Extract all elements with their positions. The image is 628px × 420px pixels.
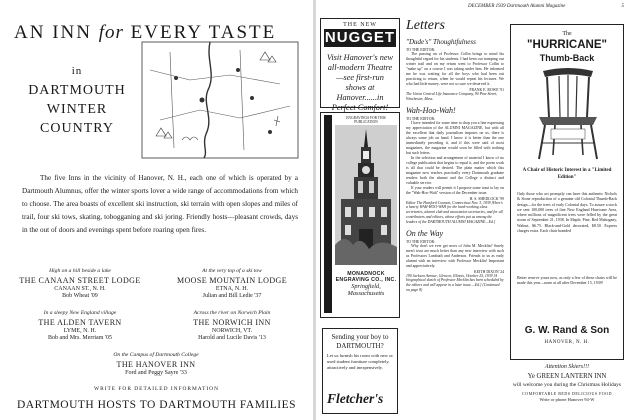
ad-footer-tagline: DARTMOUTH HOSTS TO DARTMOUTH FAMILIES: [16, 399, 297, 411]
inn-name: THE CANAAN STREET LODGE: [19, 275, 141, 285]
inn-location: LYME, N. H.: [63, 327, 97, 334]
baker-tower-illustration: [335, 125, 397, 265]
inn-location: NORWICH, VT.: [211, 327, 253, 334]
letter-address: Editor The Hartford Courant, Connecticut Nov. 3, 1939 [Here's a hearty WAH-HOO-WAH for the hard-working class secretaries, alumni club and association secretaries, and for all contributors and editors, whose efforts put us among the leaders of the DARTMOUTH ALUMNI MAGAZINE—Ed.]: [406, 200, 503, 224]
chair-ad-headline: A Chair of Historic Interest in a "Limited Edition": [522, 168, 612, 180]
letter-salutation: TO THE EDITOR:: [406, 48, 436, 52]
promo-in: in: [71, 65, 83, 77]
letter-signature: H. S. SHEDLOCK '99: [469, 196, 504, 201]
green-lantern-welcome: will welcome you during the Christmas Holidays: [512, 382, 622, 388]
inn-advertisement-page: [0, 0, 313, 420]
promo-block: [22, 62, 132, 138]
inn-entry: [162, 310, 302, 343]
inn-tagline: High on a hill beside a lake: [49, 268, 111, 274]
green-lantern-name: Ye GREEN LANTERN INN: [527, 373, 607, 380]
nugget-the-new: THE NEW: [343, 22, 377, 28]
promo-line: DARTMOUTH: [28, 83, 126, 98]
promo-line: COUNTRY: [40, 121, 114, 136]
write-for-info: WRITE FOR DETAILED INFORMATION: [94, 386, 219, 392]
letter-address: 190 Jackson Avenue, Glencoe, Illinois, October 25, 1939 [A biographical sketch of Professor Mecklin has been scheduled by the editors and will appear in a later issue.—Ed.] (Continued on page 8): [406, 273, 504, 292]
letters-page: [316, 0, 628, 420]
region-map-illustration: [140, 40, 300, 160]
inn-name: THE NORWICH INN: [193, 317, 271, 327]
letter-paragraph: In the selection and arrangement of material I know of no college publication that begins to equal it, and the poem work is all that could be desired. The plain matter which this magazine now reaches practically every Dartmouth graduate renders both the alumni and the College a distinct and valuable service.: [406, 155, 504, 185]
chair-ad-seller: G. W. Rand & Son: [524, 325, 610, 336]
promo-line: WINTER: [46, 102, 108, 117]
inn-entry: [10, 310, 150, 343]
title-part-a: AN INN: [14, 22, 99, 43]
green-lantern-inn-ad: [510, 364, 624, 402]
inn-tagline: In a sleepy New England village: [43, 310, 117, 316]
letter-address: The Union Central Life Insurance Company, 90 Pine Street, Winchester, Mass.: [406, 92, 498, 101]
inn-host: Bob and Mrs. Merriam '05: [48, 335, 112, 341]
inn-host: Harold and Lucile Davis '13: [198, 335, 266, 341]
letter-paragraph: If your readers will permit it I propose some toast to lay on the "Wah-Hoo-Wah" version of the December issue.: [406, 185, 504, 195]
green-lantern-contact: Write or phone Hanover 94-W: [539, 397, 595, 402]
fletchers-logo: Fletcher's: [327, 391, 384, 406]
fletchers-furniture-ad: [322, 328, 398, 414]
chair-ad-the: The: [562, 31, 572, 37]
inn-tagline: Across the river on Norwich Plain: [193, 310, 271, 316]
inn-location: CANAAN ST., N. H.: [54, 285, 106, 292]
chair-ad-text: Only those who act promptly can have this authentic Nichols & Stone reproduction of a genuine old Colonial Thumb-Back design—for the trees of early Colonial days. To assure a stock we sent 100,000 trees of fine New England Hurricane Area, where millions of magnificent trees were felled by the great storm of September 21, 1938. In Maple, Pine, Red Mahogany, Walnut, $6.75. Black-and-Gold decorated, $8.50. Express charges extra. Each chair branded: [517, 191, 617, 234]
engraving-company-ad: [320, 112, 400, 318]
title-part-b: EVERY TASTE: [123, 22, 277, 43]
nugget-theatre-ad: [320, 18, 400, 112]
letter-salutation: TO THE EDITOR:: [406, 116, 436, 121]
letter-paragraph: I have intended for some time to drop you a line expressing my appreciation of the ALUMNI MAGAZINE, but with all the excellent that daily journalism imposes on us, there is always some job on hand. I know it is better than the one immediately preceding it, and if this were said of most magazines, the magazine would soon be filled with nothing but such letters.: [406, 120, 504, 155]
chair-ad-city: HANOVER, N. H.: [544, 340, 590, 345]
letters-heading: Letters: [406, 18, 445, 33]
running-header: [468, 4, 624, 9]
letter-signature: FRANK E. ROWE '91: [469, 88, 504, 92]
chair-ad-name: "HURRICANE": [527, 39, 607, 51]
engraving-location: Springfield, Massachusetts: [347, 283, 385, 297]
ad-side-bar: [324, 115, 332, 313]
engraving-company-name: MONADNOCK ENGRAVING CO., INC.: [335, 271, 397, 283]
running-title: DECEMBER 1939 Dartmouth Alumni Magazine: [468, 4, 566, 9]
inn-entry: [10, 268, 150, 301]
inn-name: MOOSE MOUNTAIN LODGE: [176, 275, 288, 285]
letter-paragraph: The passing on of Professor Collin brings to mind his thoughtful regard for his students. I had been out tramping our winter trail and on my return went to Professor Collin to "make up" on a course I was taking under him. He informed me he was waiting for all the boys who had been out practicing to return, when he would repeat his lectures. We who had little money, were not so sure we deserved it.: [406, 52, 504, 86]
inn-tagline: On the Campus of Dartmouth College: [113, 352, 199, 358]
nugget-script-text: Visit Hanover's new all-modern Theatre—see first-run shows at Hanover......in Perfect Comfort!: [326, 53, 394, 112]
letter-signature: KEITH DIXON '24: [474, 269, 504, 274]
letter-salutation: TO THE EDITOR:: [406, 239, 436, 244]
inn-location: ETNA, N. H.: [215, 285, 249, 292]
inn-name: THE ALDEN TAVERN: [38, 317, 122, 327]
inn-host: Bob Wheat '09: [62, 293, 98, 299]
chair-illustration: [529, 65, 607, 161]
page-number: 5: [621, 4, 624, 9]
chair-ad-subtitle: Thumb-Back: [539, 53, 595, 63]
ad-body-text: The five Inns in the vicinity of Hanover, N. H., each one of which is operated by a Dartmouth Alumnus, offer the winter sports lover a wide range of accommodations from which to choose. The area boasts of excellent ski instruction, ski terrain with open slopes and miles of trail, four ski tows, skating, tobogganing and ski joring. Friendly hosts—pleasant crowds, days in the out of doors and evenings spent before roaring open fires.: [22, 174, 298, 234]
letter-title: "Dude's" Thoughtfulness: [406, 38, 476, 46]
inn-entry: [162, 268, 302, 301]
letter-title: Wah-Hoo-Wah!: [406, 105, 456, 115]
inn-tagline: At the very top of a ski tow: [202, 268, 262, 274]
inn-entry: [86, 352, 226, 377]
inn-name: THE HANOVER INN: [116, 359, 196, 369]
skiers-attention: Attention Skiers!!!: [544, 364, 590, 370]
letters-column: [406, 18, 504, 418]
chair-ad-urgency: Better reserve yours now, as only a few of these chairs will be made this year—none at all after December 15, 1939!: [517, 275, 617, 286]
title-for: for: [98, 22, 124, 43]
inn-host: Julian and Bill Ledie '37: [202, 293, 262, 299]
nugget-name: NUGGET: [324, 29, 396, 46]
letter-title: On the Way: [406, 228, 444, 238]
green-lantern-amenities: COMFORTABLE BEDS DELICIOUS FOOD: [522, 391, 612, 396]
hurricane-chair-ad: [510, 24, 624, 360]
inn-host: Ford and Peggy Sayre '33: [125, 369, 187, 376]
fletchers-headline: Sending your boy to DARTMOUTH?: [331, 333, 389, 350]
engraving-caption: ENGRAVINGS FOR THIS PUBLICATION: [346, 116, 386, 124]
fletchers-text: Let us furnish his room with new or used student furniture completely, attractively and inexpensively.: [327, 353, 393, 370]
letter-paragraph: Why don't we ever get news of John M. Mecklin? Surely men's trust are much better than any new interview with such as Professors Lambuth and Anderson. Friends to us as early alumni with an interview with Professor Mecklin! Important and appreciatively.: [406, 243, 504, 268]
